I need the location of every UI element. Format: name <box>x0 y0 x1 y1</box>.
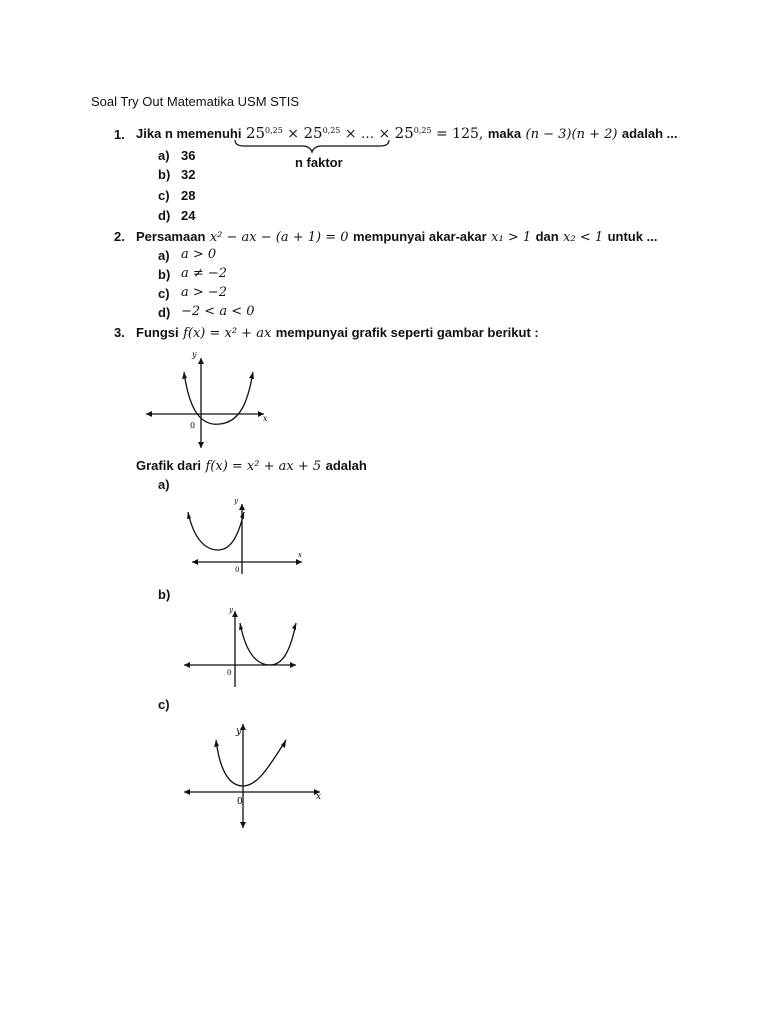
q1-term-3: 25$^{0,25}$ <box>394 124 432 142</box>
q3-function: f(x) = x² + ax <box>183 326 272 341</box>
origin-label: 0 <box>235 566 240 574</box>
q2-number: 2. <box>114 229 125 244</box>
q1-term-1: 25$^{0,25}$ <box>245 124 283 142</box>
q2-text <box>136 228 657 246</box>
y-label: y <box>236 726 242 737</box>
q2-option-value: −2 < a < 0 <box>181 304 255 319</box>
q1-option-value: 32 <box>181 167 196 182</box>
x-label: x <box>263 414 268 423</box>
x-label: x <box>316 792 322 802</box>
q1-option-value: 36 <box>181 148 196 163</box>
q2-option-value: a > 0 <box>181 247 217 262</box>
origin-label: 0 <box>237 797 243 807</box>
q2-option-letter: a) <box>158 248 170 263</box>
q1-suffix: adalah ... <box>621 126 678 141</box>
q1-option-value: 24 <box>181 208 196 223</box>
q1-option-letter: c) <box>158 188 170 203</box>
graph-option-a <box>180 494 310 580</box>
q2-option-value: a > −2 <box>181 285 228 300</box>
x-label: x <box>298 551 302 559</box>
q3-word1: Fungsi <box>136 325 179 340</box>
q1-rhs: = 125, <box>436 126 484 142</box>
reference-graph <box>140 346 280 452</box>
q1-number: 1. <box>114 127 125 142</box>
q3-option-letter: b) <box>158 587 171 602</box>
q1-option-letter: b) <box>158 167 171 182</box>
q2-option-letter: b) <box>158 267 171 282</box>
graf-suffix: adalah <box>325 458 367 473</box>
graf-function: f(x) = x² + ax + 5 <box>205 459 322 474</box>
y-label: y <box>192 350 197 359</box>
y-label: y <box>229 606 233 614</box>
q2-word1: Persamaan <box>136 229 206 244</box>
q1-times-2: × <box>344 126 357 142</box>
q2-dan: dan <box>535 229 559 244</box>
origin-label: 0 <box>227 669 232 677</box>
q3-option-letter: a) <box>158 477 170 492</box>
q2-option-value: a ≠ −2 <box>181 266 228 281</box>
q1-prefix: Jika n memenuhi <box>136 126 242 141</box>
graph-option-c <box>180 720 330 830</box>
q2-equation: x² − ax − (a + 1) = 0 <box>209 230 349 245</box>
graf-prefix: Grafik dari <box>136 458 202 473</box>
q2-cond1: x₁ > 1 <box>491 230 532 245</box>
q2-option-letter: c) <box>158 286 170 301</box>
page-title: Soal Try Out Matematika USM STIS <box>91 94 300 109</box>
q1-option-letter: a) <box>158 148 170 163</box>
q1-option-letter: d) <box>158 208 171 223</box>
q3-option-letter: c) <box>158 697 170 712</box>
q3-number: 3. <box>114 325 125 340</box>
q1-times-3: × <box>378 126 391 142</box>
q1-maka: maka <box>487 126 522 141</box>
origin-label: 0 <box>190 421 196 430</box>
q1-term-2: 25$^{0,25}$ <box>303 124 341 142</box>
q1-expr2: (n − 3)(n + 2) <box>525 127 618 142</box>
q1-option-value: 28 <box>181 188 196 203</box>
q2-option-letter: d) <box>158 305 171 320</box>
q1-text <box>136 124 678 143</box>
q3-text <box>136 324 539 342</box>
q1-times-1: × <box>287 126 300 142</box>
q1-dots: … <box>361 127 375 142</box>
graph-option-b <box>180 605 302 693</box>
graf-text <box>136 457 367 475</box>
q2-cond2: x₂ < 1 <box>563 230 604 245</box>
underbrace <box>232 138 392 154</box>
q3-word2: mempunyai grafik seperti gambar berikut : <box>275 325 539 340</box>
q2-word2: mempunyai akar-akar <box>353 229 487 244</box>
q2-word3: untuk ... <box>607 229 658 244</box>
brace-label: n faktor <box>295 155 343 170</box>
y-label: y <box>234 497 238 505</box>
